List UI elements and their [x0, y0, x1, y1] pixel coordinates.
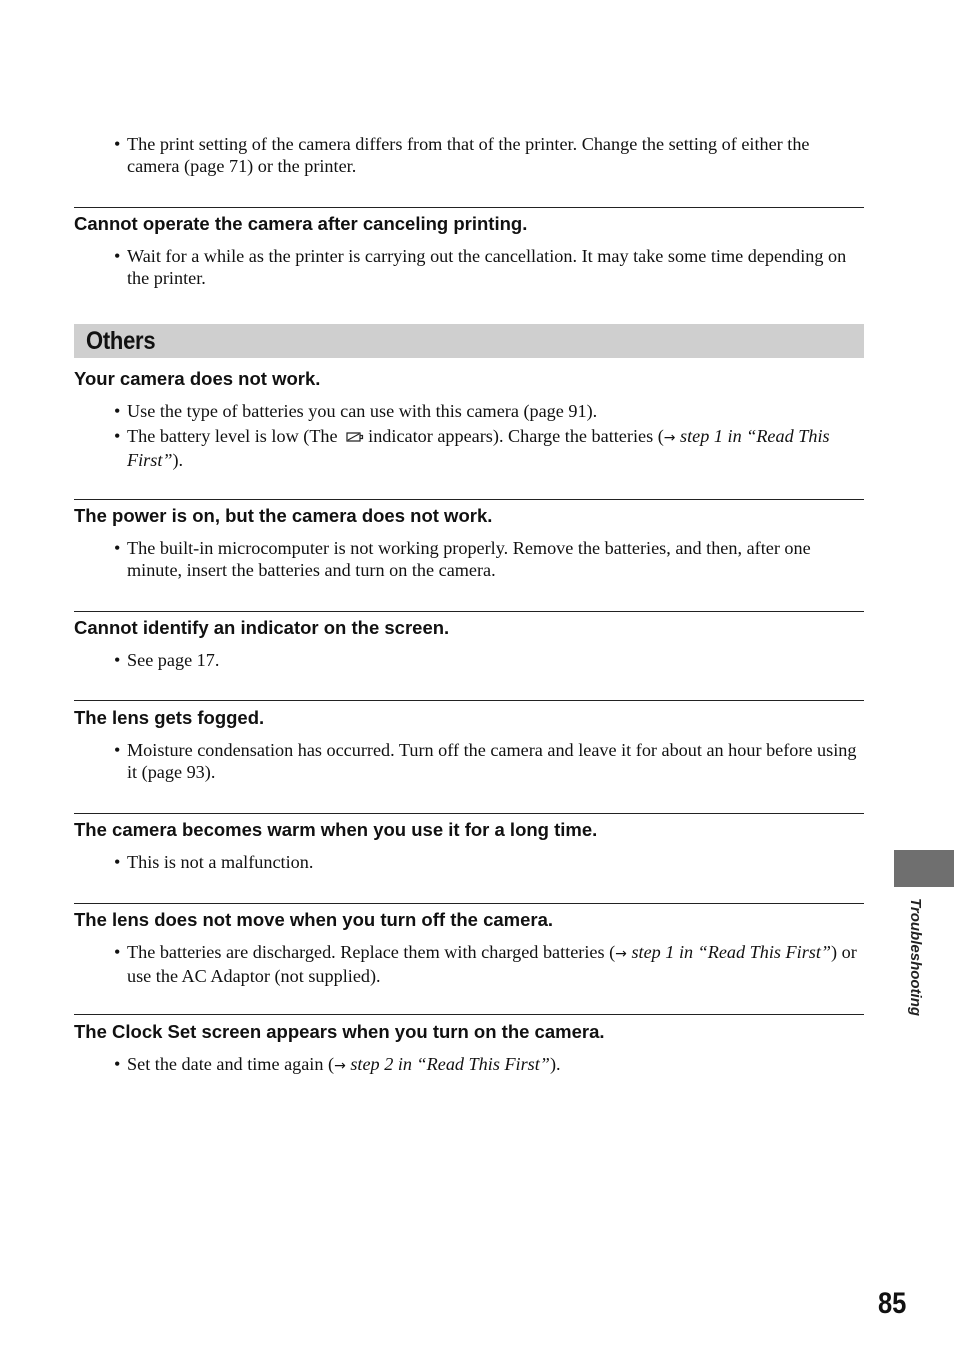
bullet-dot: •	[114, 740, 121, 760]
section-title: Others	[86, 327, 156, 355]
bullet-text: The built-in microcomputer is not working properly. Remove the batteries, and then, after one minute, insert the batteries and turn on the camera.	[127, 538, 811, 580]
bullet-dot: •	[114, 426, 121, 446]
bullet-dot: •	[114, 134, 121, 154]
bullet-text-part: ).	[172, 450, 184, 470]
arrow-icon: →	[334, 1058, 346, 1074]
bullet-dot: •	[114, 538, 121, 558]
bullet-text-part: indicator appears). Charge the batteries (	[368, 426, 664, 446]
page-number: 85	[878, 1287, 907, 1320]
bullet-dot: •	[114, 401, 121, 421]
intro-bullet	[114, 133, 862, 177]
answer-bullet	[114, 739, 862, 783]
section-header-bar	[74, 324, 864, 358]
chapter-label-text: Troubleshooting	[907, 898, 924, 1017]
divider	[74, 611, 864, 612]
answer-bullet	[114, 245, 862, 289]
bullet-text: Wait for a while as the printer is carrying out the cancellation. It may take some time depending on the printer.	[127, 246, 847, 288]
divider	[74, 207, 864, 208]
bullet-dot: •	[114, 852, 121, 872]
bullet-text	[127, 425, 862, 471]
answer-bullet	[114, 851, 862, 873]
cross-reference: step 2 in “Read This First”	[350, 1054, 550, 1074]
bullet-text	[127, 1053, 862, 1077]
divider	[74, 903, 864, 904]
battery-low-icon	[345, 427, 365, 449]
cross-reference: step 1 in “Read This First”	[631, 942, 832, 962]
bullet-text	[127, 941, 862, 987]
bullet-dot: •	[114, 1054, 121, 1074]
chapter-label	[907, 898, 932, 1038]
bullet-text-part: The battery level is low (The	[127, 426, 338, 446]
answer-bullet	[114, 1053, 862, 1077]
arrow-icon: →	[663, 430, 676, 446]
question-heading: Cannot operate the camera after canceling printing.	[74, 213, 528, 234]
divider	[74, 499, 864, 500]
bullet-dot: •	[114, 942, 121, 962]
divider	[74, 813, 864, 814]
bullet-text: See page 17.	[127, 650, 220, 670]
divider	[74, 1014, 864, 1015]
bullet-text: Moisture condensation has occurred. Turn off the camera and leave it for about an hour before using it (page 93).	[127, 740, 857, 782]
answer-bullet	[114, 400, 862, 422]
arrow-icon: →	[615, 946, 627, 962]
bullet-text: The print setting of the camera differs from that of the printer. Change the setting of either the camera (page 71) or the printer.	[127, 134, 810, 176]
bullet-dot: •	[114, 246, 121, 266]
question-heading: The power is on, but the camera does not work.	[74, 505, 493, 526]
bullet-text-part: ) or use the AC Adaptor (not supplied).	[127, 942, 857, 986]
answer-bullet	[114, 425, 862, 471]
bullet-dot: •	[114, 650, 121, 670]
cross-reference: step 1 in “Read This First”	[127, 426, 830, 470]
bullet-text-part: ).	[549, 1054, 561, 1074]
answer-bullet	[114, 941, 862, 987]
question-heading: The lens gets fogged.	[74, 707, 265, 728]
chapter-tab-marker	[894, 850, 954, 887]
bullet-text-part: The batteries are discharged. Replace them with charged batteries (	[127, 942, 616, 962]
bullet-text: Use the type of batteries you can use with this camera (page 91).	[127, 401, 598, 421]
question-heading: The Clock Set screen appears when you turn on the camera.	[74, 1021, 605, 1042]
answer-bullet	[114, 649, 862, 671]
bullet-text: This is not a malfunction.	[127, 852, 314, 872]
question-heading: The lens does not move when you turn off the camera.	[74, 909, 554, 930]
question-heading: Cannot identify an indicator on the screen.	[74, 617, 450, 638]
bullet-text-part: Set the date and time again (	[127, 1054, 335, 1074]
answer-bullet	[114, 537, 862, 581]
divider	[74, 700, 864, 701]
question-heading: The camera becomes warm when you use it for a long time.	[74, 819, 598, 840]
question-heading: Your camera does not work.	[74, 368, 321, 389]
